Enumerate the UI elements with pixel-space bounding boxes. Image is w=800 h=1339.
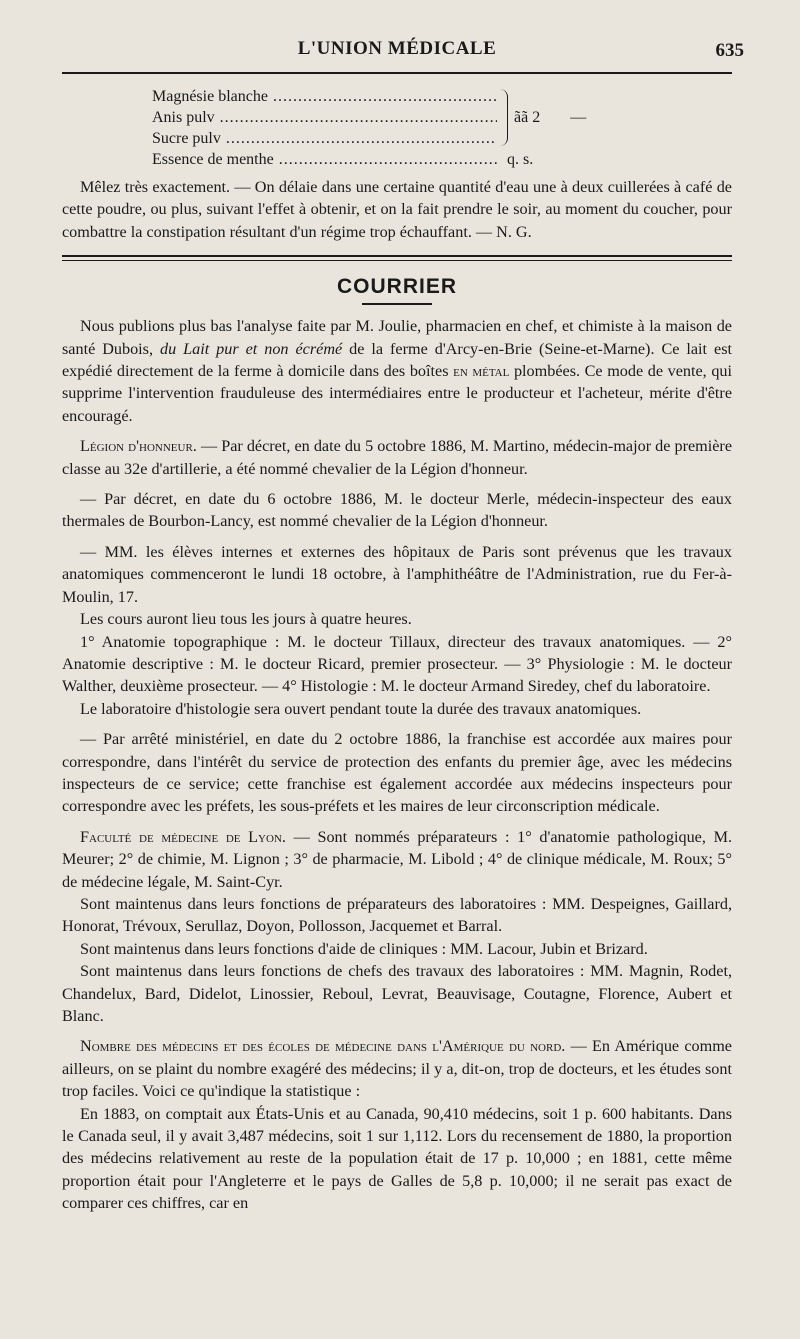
paragraph-medecins-amerique [62, 1035, 732, 1102]
small-caps-text: en métal [453, 362, 510, 381]
text-run: — Par décret, en date du 5 octobre 1886, M. Martino, médecin-major de première classe au 32e d'artillerie, a été nommé chevalier de la Légion d'honneur. [62, 437, 733, 478]
recipe-block [152, 86, 732, 170]
paragraph-lead: Nombre des médecins et des écoles de médecine dans l'Amérique du nord. [80, 1037, 566, 1056]
section-title: COURRIER [336, 275, 457, 299]
ingredient-name: Essence de menthe ..... [152, 149, 497, 170]
paragraph-franchise: — Par arrêté ministériel, en date du 2 octobre 1886, la franchise est accordée aux maires pour correspondre, dans l'intérêt du service de protection des enfants du premier âge, avec les médecins inspecteurs de ce service; cette franchise est également accordée aux médecins inspecteurs pour correspondre avec les préfets, les sous-préfets et les maires de leur circonscription médicale. [62, 730, 732, 816]
paragraph-statistics: En 1883, on comptait aux États-Unis et au Canada, 90,410 médecins, soit 1 p. 600 habitants. Dans le Canada seul, il y avait 3,487 médecins, soit 1 sur 1,112. Lors du recensement de 1880, la proportion des médecins relativement au reste de la population était de 17 p. 10,000 ; en 1881, cette même proportion était pour l'Angleterre et le pays de Galles de 5,8 p. 10,000; il ne serait pas exact de comparer ces chiffres, car en [62, 1104, 732, 1213]
text-run: plombées. Ce mode de vente, qui supprime l'intervention frauduleuse des intermédiaires entre le producteur et l'acheteur, mérite d'être encouragé. [62, 362, 732, 425]
paragraph-lead: Faculté de médecine de Lyon. [80, 827, 286, 846]
paragraph-legion-honneur [62, 435, 732, 480]
header-rule [62, 72, 732, 74]
text-run: — En Amérique comme ailleurs, on se plaint du nombre exagéré des médecins; il y a, dit-on, trop de docteurs, et les études sont trop faciles. Voici ce qu'indique la statistique : [62, 1037, 732, 1101]
title-underline [362, 303, 432, 305]
italic-text: du Lait pur et non écrémé [159, 339, 343, 358]
paragraph-anatomy-courses: — MM. les élèves internes et externes des hôpitaux de Paris sont prévenus que les travaux anatomiques commenceront le lundi 18 octobre, à l'amphithéâtre de l'Administration, rue du Fer-à-Moulin, 17. [62, 542, 732, 606]
ingredient-name: Anis pulv ..... [152, 107, 497, 128]
text-run: Nous publions plus bas l'analyse faite par M. Joulie, pharmacien en chef, et chimiste à la maison de santé Dubois, [62, 317, 732, 358]
paragraph-aides-cliniques: Sont maintenus dans leurs fonctions d'aide de cliniques : MM. Lacour, Jubin et Brizard. [80, 939, 648, 958]
recipe-instructions: Mêlez très exactement. — On délaie dans une certaine quantité d'eau une à deux cuillerées à café de cette poudre, ou plus, suivant l'effet à obtenir, et on la fait prendre le soir, au moment du coucher, pour combattre la constipation résultant d'un régime trop échauffant. — N. G. [62, 178, 732, 241]
paragraph-course-hours: Les cours auront lieu tous les jours à quatre heures. [80, 610, 412, 629]
page-header [62, 36, 744, 66]
brace-dash: — [570, 109, 587, 126]
ingredient-quantity: q. s. [507, 151, 534, 168]
ingredient-row [152, 149, 732, 170]
journal-title: L'UNION MÉDICALE [297, 38, 497, 59]
paragraph-chefs-travaux: Sont maintenus dans leurs fonctions de chefs des travaux des laboratoires : MM. Magnin, Rodet, Chandelux, Bard, Didelot, Linossier, Reboul, Levrat, Beauvisage, Coutagne, Florence, Aubert et Blanc. [62, 962, 732, 1025]
curly-brace [497, 89, 508, 146]
brace-quantity-group [514, 86, 586, 149]
paragraph-decree-merle: — Par décret, en date du 6 octobre 1886, M. le docteur Merle, médecin-inspecteur des eaux thermales de Bourbon-Lancy, est nommé chevalier de la Légion d'honneur. [62, 490, 732, 531]
braced-ingredients [152, 86, 732, 149]
paragraph-faculte-lyon [62, 826, 732, 893]
ingredient-name: Sucre pulv ..... [152, 128, 497, 149]
paragraph-milk-analysis [62, 315, 732, 427]
ingredient-name: Magnésie blanche ..... [152, 86, 497, 107]
section-divider [62, 255, 732, 261]
ingredient-row [152, 107, 497, 128]
ingredient-row [152, 128, 497, 149]
page-number: 635 [715, 40, 744, 61]
ingredient-row [152, 86, 497, 107]
brace-quantity: ãã 2 [514, 109, 541, 126]
paragraph-preparateurs: Sont maintenus dans leurs fonctions de préparateurs des laboratoires : MM. Despeignes, Gaillard, Honorat, Trévoux, Serullaz, Doyon, Pollosson, Jacquemet et Barral. [62, 894, 732, 936]
text-run: de la ferme d'Arcy-en-Brie (Seine-et-Marne). Ce lait est expédié directement de la ferme à domicile dans des boîtes [62, 339, 732, 381]
paragraph-histology-lab: Le laboratoire d'histologie sera ouvert pendant toute la durée des travaux anatomiques. [80, 699, 642, 718]
paragraph-course-list: 1° Anatomie topographique : M. le docteur Tillaux, directeur des travaux anatomiques. — 2° Anatomie descriptive : M. le docteur Ricard, premier prosecteur. — 3° Physiologie : M. le docteur Walther, deuxième prosecteur. — 4° Histologie : M. le docteur Armand Siredey, chef du laboratoire. [62, 632, 732, 696]
paragraph-lead: Légion d'honneur. [80, 437, 197, 456]
text-run: — Sont nommés préparateurs : 1° d'anatomie pathologique, M. Meurer; 2° de chimie, M. Lignon ; 3° de pharmacie, M. Libold ; 4° de clinique médicale, M. Roux; 5° de médecine légale, M. Saint-Cyr. [62, 827, 733, 891]
